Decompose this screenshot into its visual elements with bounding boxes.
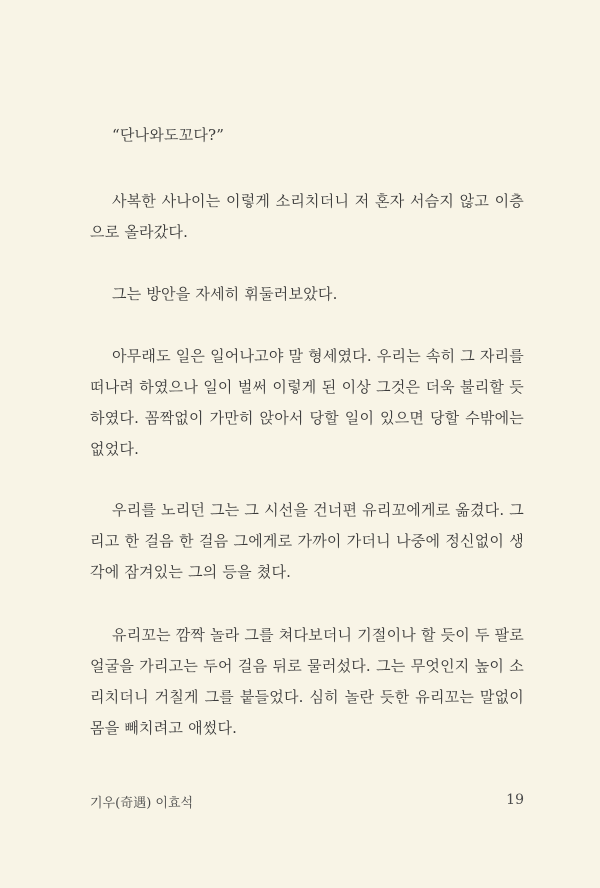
page-number: 19 [506, 792, 524, 808]
paragraph-approaches-yuriko: 우리를 노리던 그는 그 시선을 건너편 유리꼬에게로 옮겼다. 그리고 한 걸음 한 걸음 그에게로 가까이 가더니 나중에 정신없이 생각에 잠겨있는 그의 등을 쳤다. [90, 501, 524, 581]
running-footer-title: 기우(奇遇) 이효석 [90, 796, 194, 811]
paragraph-dialogue: “단나와도꼬다?” [112, 126, 225, 144]
paragraph-looks-around: 그는 방안을 자세히 휘둘러보았다. [112, 285, 338, 303]
paragraph-situation: 아무래도 일은 일어나고야 말 형세였다. 우리는 속히 그 자리를 떠나려 하였으나 일이 벌써 이렇게 된 이상 그것은 더욱 불리할 듯하였다. 꼼짝없이 가만히 앉아서 당할 일이 있으면 당할 수밖에는 없었다. [90, 347, 524, 458]
paragraph-climbs-upstairs: 사복한 사나이는 이렇게 소리치더니 저 혼자 서슴지 않고 이층으로 올라갔다. [90, 192, 524, 241]
paragraph-yuriko-startled: 유리꼬는 깜짝 놀라 그를 쳐다보더니 기절이나 할 듯이 두 팔로 얼굴을 가리고는 두어 걸음 뒤로 물러섰다. 그는 무엇인지 높이 소리치더니 거칠게 그를 붙들었다. 심히 놀란 듯한 유리꼬는 말없이 몸을 빼치려고 애썼다. [90, 626, 524, 737]
